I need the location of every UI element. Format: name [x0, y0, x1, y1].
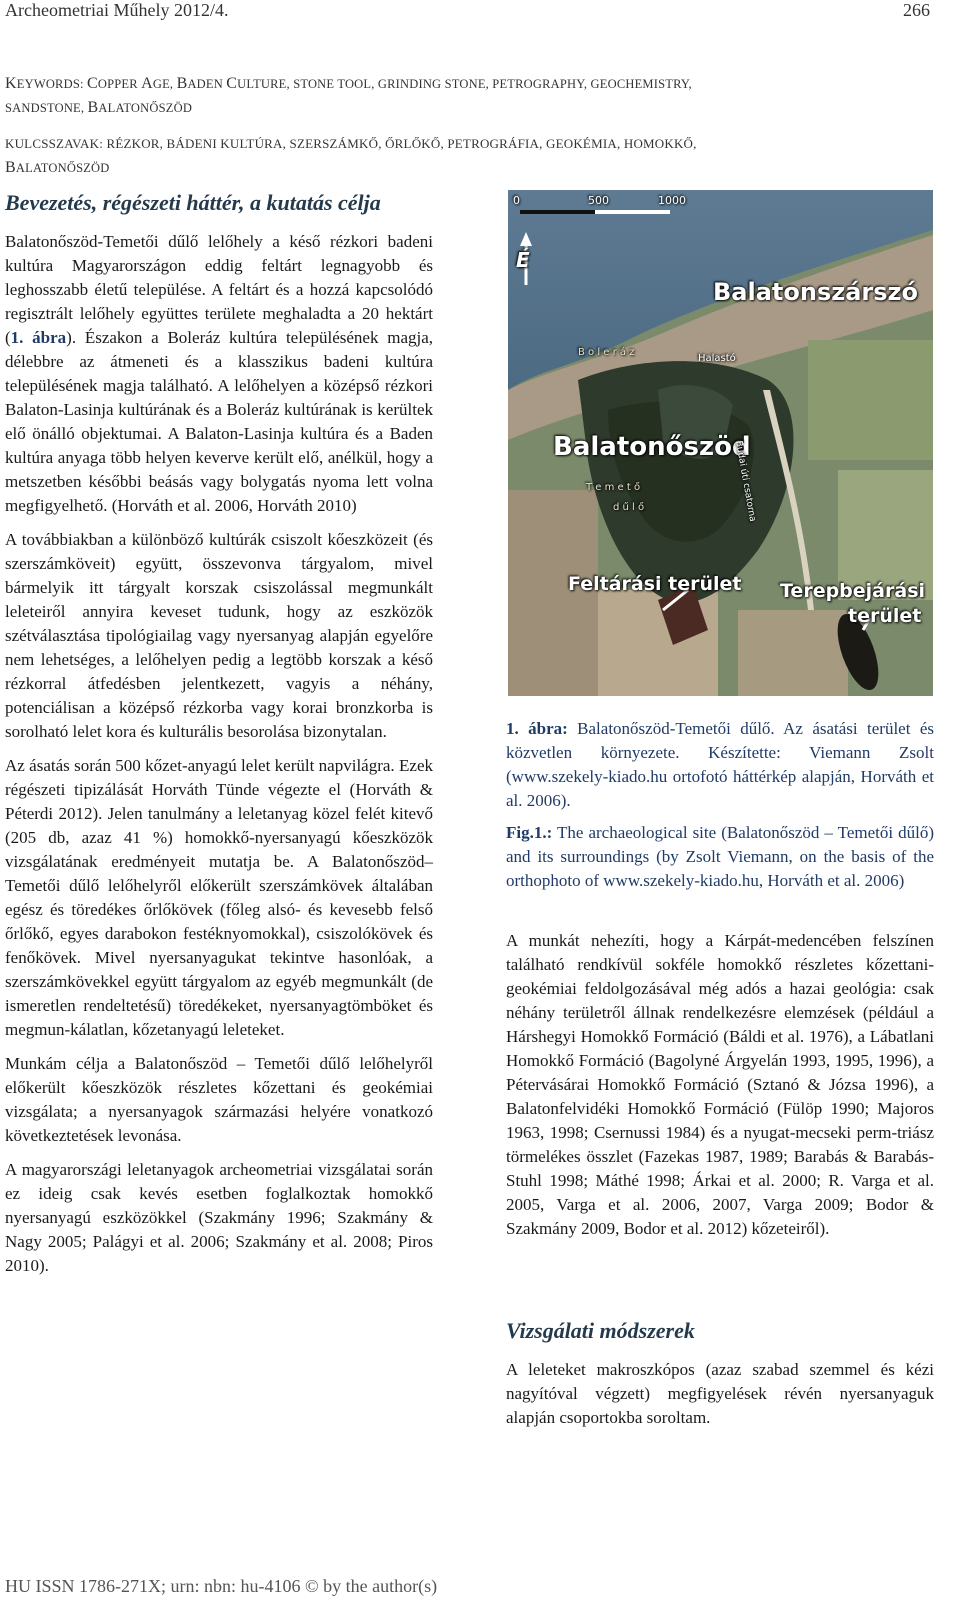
- footer-issn: HU ISSN 1786-271X; urn: nbn: hu-4106 © by the author(s): [5, 1576, 438, 1596]
- label-dulo: d ű l ő: [613, 502, 645, 513]
- paragraph-sandstone-research: A munkát nehezíti, hogy a Kárpát-medencében felszínen található rendkívül sokféle homokkő részletes kőzettani-geokémiai feldolgozásával még adós a hazai geológia: csak néhány területről állnak rendelkezésre elemzések (például a Hárshegyi Homokkő Formáció (Báldi et al. 1976), a Lábatlani Homokkő Formáció (Bagolyné Árgyelán 1993, 1995, 1996), a Pétervásárai Homokkő Formáció (Sztanó & Józsa 1996), a Balatonfelvidéki Homokkő Formáció (Fülöp 1990; Majoros 1963, 1998; Csernussi 1984) és a nyugat-mecseki perm-triász törmelékes összlet (Fazekas 1987, 1989; Barabás & Barabás-Stuhl 1998; Máthé 1998; Árkai et al. 2000; R. Varga et al. 2005, Varga et al. 2006, 2007, Varga 2009; Bodor & Szakmány 2009, Bodor et al. 2012) kőzeteiről).: [506, 931, 934, 1238]
- section-heading-intro: Bevezetés, régészeti háttér, a kutatás célja: [5, 190, 381, 215]
- paragraph-intro-4: Munkám célja a Balatonőszöd – Temetői dűlő lelőhelyről előkerült kőeszközök részletes kőzettani és geokémiai vizsgálata; a nyersanyagok származási helyére vonatkozó következtetések levonása.: [5, 1054, 433, 1145]
- page-number: 266: [903, 0, 930, 20]
- keywords-hu: [5, 132, 935, 180]
- paragraph-methods: A leleteket makroszkópos (azaz szabad szemmel és kézi nagyítóval végzett) megfigyelések révén nyersanyaguk alapján csoportokba soroltam.: [506, 1360, 934, 1427]
- label-canal: Budai úti csatorna: [733, 440, 758, 523]
- journal-title: Archeometriai Műhely 2012/4.: [5, 0, 229, 20]
- paragraph-intro-2: A továbbiakban a különböző kultúrák csiszolt kőeszközeit (és szerszámköveit) együtt, összevonva tárgyalom, mivel bármelyik itt tárgyalt korszak csiszolással megmunkált leleteiről annyira keveset tudunk, hogy az eszközök szétválasztása tipológiailag vagy nyersanyag alapján egyelőre nem lehetséges, a lelőhelyen pedig a legtöbb korszak a késő rézkorral átfedésben jelentkezett, vagyis a néhány, potenciálisan a középső rézkorba vagy korai bronzkorba is sorolható lelet kora és kulturális besorolása bizonytalan.: [5, 530, 433, 741]
- section-heading-methods: Vizsgálati módszerek: [506, 1318, 695, 1343]
- label-balatonoszod: Balatonőszöd: [553, 432, 751, 462]
- keywords-en-line1: KEYWORDS: COPPER AGE, BADEN CULTURE, STONE TOOL, GRINDING STONE, PETROGRAPHY, GEOCHEMISTRY,: [5, 75, 692, 92]
- scale-label-1000: 1000: [658, 194, 686, 207]
- figure-caption-en: Fig.1.: The archaeological site (Balatonőszöd – Temetői dűlő) and its surroundings (by Zsolt Viemann, on the basis of the orthophoto of www.szekely-kiado.hu, Horváth et al. 2006): [506, 823, 934, 890]
- keywords-en-line2: SANDSTONE, BALATONŐSZÖD: [5, 99, 193, 116]
- scale-bar: [520, 210, 670, 214]
- label-boleraz: B o l e r á z: [578, 347, 635, 358]
- keywords-hu-line1: KULCSSZAVAK: RÉZKOR, BÁDENI KULTÚRA, SZERSZÁMKŐ, ŐRLŐKŐ, PETROGRÁFIA, GEOKÉMIA, HOMOKKŐ,: [5, 136, 697, 151]
- right-column: [506, 929, 934, 1241]
- label-temeto: T e m e t ő: [586, 482, 641, 493]
- left-column: [5, 230, 433, 1278]
- keywords-en: [5, 72, 935, 120]
- figure-reference[interactable]: 1. ábra: [10, 328, 67, 347]
- paragraph-intro-1: Balatonőszöd-Temetői dűlő lelőhely a késő rézkori badeni kultúra Magyarországon eddig feltárt legnagyobb és leghosszabb életű települése. A feltárt és a hozzá kapcsolódó regisztrált lelőhely együttes területe meghaladta a 20 hektárt (1. ábra). Északon a Boleráz kultúra településének magja, délebbre az átmeneti és a klasszikus badeni kultúra településének magja található. A lelőhelyen a középső rézkori Balaton-Lasinja kultúrának és a Boleráz kultúrának is kerültek elő önálló objektumai. A Balaton-Lasinja kultúra és a Baden kultúra anyaga több helyen keverve került elő, anélkül, hogy a metszetben későbbi beásás vagy bolygatás nyoma lett volna megfigyelhető. (Horváth et al. 2006, Horváth 2010): [5, 232, 434, 515]
- north-label: É: [516, 248, 530, 272]
- label-terepbejarasi: Terepbejárási: [780, 580, 926, 602]
- scale-label-0: 0: [513, 194, 520, 207]
- site-orthophoto-figure: [508, 190, 933, 696]
- scale-label-500: 500: [588, 194, 609, 207]
- label-feltarasi-terulet: Feltárási terület: [568, 573, 742, 595]
- figure-caption-hu: 1. ábra: Balatonőszöd-Temetői dűlő. Az ásatási terület és közvetlen környezete. Készítette: Viemann Zsolt (www.szekely-kiado.hu ortofotó háttérkép alapján, Horváth et al. 2006).: [506, 719, 934, 810]
- label-terulet: terület: [848, 605, 922, 627]
- keywords-hu-line2: BALATONŐSZÖD: [5, 159, 110, 176]
- label-halasto: Halastó: [698, 353, 736, 364]
- paragraph-intro-5: A magyarországi leletanyagok archeometriai vizsgálatai során ez ideig csak kevés esetben foglalkoztak homokkő nyersanyagú eszközökkel (Szakmány 1996; Szakmány & Nagy 2005; Palágyi et al. 2006; Szakmány et al. 2008; Piros 2010).: [5, 1160, 433, 1275]
- paragraph-intro-3: Az ásatás során 500 kőzet-anyagú lelet került napvilágra. Ezek régészeti tipizálását Horváth Tünde végezte el (Horváth & Péterdi 2012). Jelen tanulmány a leletanyag közel felét kitevő (205 db, azaz 41 %) homokkő-nyersanyagú kőeszközök vizsgálatának eredményeit mutatja be. A Balatonőszöd–Temetői dűlő lelőhelyről előkerült szerszámkövek általában egész és töredékes őrlőkövek (főleg alsó- és kevesebb felső őrlőkő, egyes darabokon festéknyomokkal), csiszolókövek és fenőkövek. Mivel nyersanyagukat tekintve hasonlóak, a szerszámkövekkel együtt tárgyalom az egyéb megmunkált (de ismeretlen rendeltetésű) töredékeket, nyersanyagtömböket és megmun-kálatlan, kőzetanyagú leleteket.: [5, 756, 433, 1039]
- label-balatonszarszo: Balatonszárszó: [713, 278, 918, 306]
- methods-text: [506, 1358, 934, 1430]
